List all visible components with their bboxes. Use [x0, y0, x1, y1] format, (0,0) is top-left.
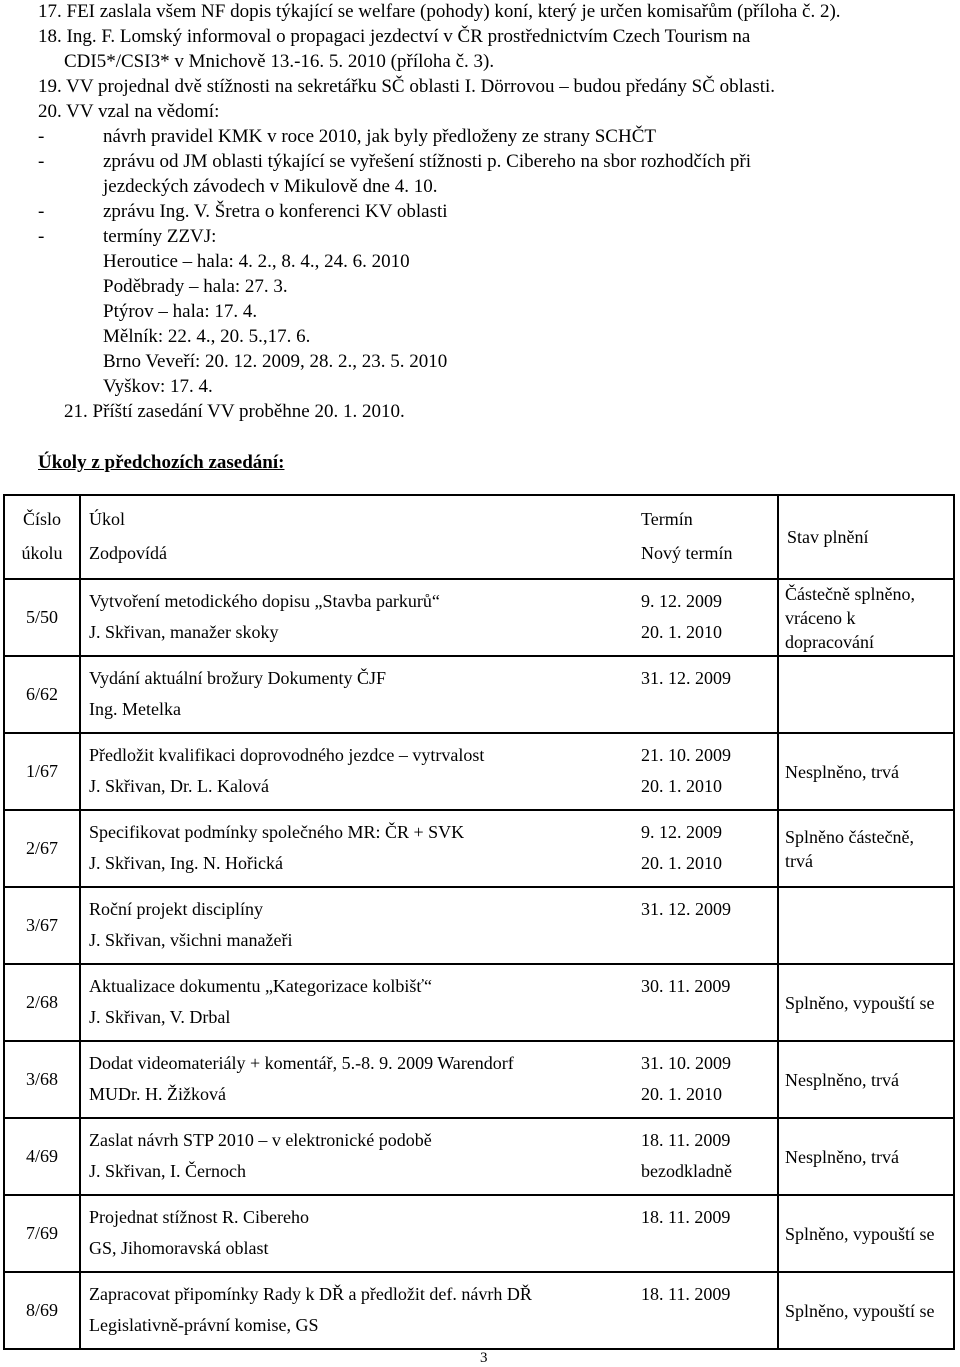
- task-new-term: [641, 694, 769, 725]
- task-status: [778, 964, 954, 1041]
- task-term: 9. 12. 2009: [641, 822, 722, 842]
- task-number: 4/69: [4, 1118, 80, 1195]
- table-row: [4, 810, 954, 887]
- task-responsible: J. Skřivan, manažer skoky: [89, 622, 279, 642]
- noted-dash: -: [38, 126, 45, 147]
- task-status: [778, 887, 954, 964]
- task-new-term: bezodkladně: [641, 1161, 732, 1181]
- task-number: 2/67: [4, 810, 80, 887]
- zzvj-date-line: Brno Veveří: 20. 12. 2009, 28. 2., 23. 5. 2010: [103, 351, 448, 372]
- task-term: 9. 12. 2009: [641, 591, 722, 611]
- task-status: [778, 1272, 954, 1349]
- task-status: [778, 656, 954, 733]
- task-status-text: Částečně splněno, vráceno k dopracování: [785, 583, 915, 652]
- task-description: Specifikovat podmínky společného MR: ČR + SVK: [89, 822, 465, 842]
- item-19: 19. VV projednal dvě stížnosti na sekretářku SČ oblasti I. Dörrovou – budou předány SČ oblasti.: [38, 76, 776, 97]
- task-description: Zapracovat připomínky Rady k DŘ a předložit def. návrh DŘ: [89, 1284, 532, 1304]
- task-new-term: [641, 1310, 769, 1341]
- task-number: 3/67: [4, 887, 80, 964]
- task-description: Předložit kvalifikaci doprovodného jezdce – vytrvalost: [89, 745, 485, 765]
- task-responsible: J. Skřivan, I. Černoch: [89, 1161, 246, 1181]
- task-status: [778, 579, 954, 656]
- task-term: 31. 12. 2009: [641, 668, 731, 688]
- task-responsible: J. Skřivan, Ing. N. Hořická: [89, 853, 283, 873]
- task-status: [778, 810, 954, 887]
- task-cell: [80, 579, 778, 656]
- zzvj-date-line: Poděbrady – hala: 27. 3.: [103, 276, 288, 297]
- task-responsible: J. Skřivan, Dr. L. Kalová: [89, 776, 269, 796]
- zzvj-date-line: Vyškov: 17. 4.: [103, 376, 213, 397]
- task-new-term: [641, 1233, 769, 1264]
- task-status-text: Nesplněno, trvá: [785, 1146, 899, 1167]
- task-responsible: Ing. Metelka: [89, 699, 181, 719]
- task-number: 2/68: [4, 964, 80, 1041]
- noted-dash: -: [38, 201, 45, 222]
- task-description: Dodat videomateriály + komentář, 5.-8. 9. 2009 Warendorf: [89, 1053, 514, 1073]
- task-new-term: 20. 1. 2010: [641, 622, 722, 642]
- task-new-term: 20. 1. 2010: [641, 776, 722, 796]
- task-status: [778, 1195, 954, 1272]
- table-header-row: [4, 495, 954, 579]
- noted-dash: -: [38, 151, 45, 172]
- table-row: [4, 887, 954, 964]
- task-status-text: Splněno, vypouští se: [785, 1223, 935, 1244]
- task-status: [778, 1041, 954, 1118]
- task-description: Vytvoření metodického dopisu „Stavba parkurů“: [89, 591, 440, 611]
- task-cell: [80, 1272, 778, 1349]
- task-description: Vydání aktuální brožury Dokumenty ČJF: [89, 668, 386, 688]
- section-heading: Úkoly z předchozích zasedání:: [38, 452, 285, 473]
- task-new-term: [641, 1002, 769, 1033]
- header-term-label: Termín: [641, 509, 693, 529]
- table-row: [4, 733, 954, 810]
- header-task-label: Úkol: [89, 509, 125, 529]
- table-row: [4, 656, 954, 733]
- tasks-table: [3, 494, 955, 1350]
- task-responsible: MUDr. H. Žižková: [89, 1084, 226, 1104]
- table-row: [4, 1272, 954, 1349]
- header-responsible-label: Zodpovídá: [89, 543, 167, 563]
- task-new-term: 20. 1. 2010: [641, 1084, 722, 1104]
- task-responsible: Legislativně-právní komise, GS: [89, 1315, 319, 1335]
- item-18-line2: CDI5*/CSI3* v Mnichově 13.-16. 5. 2010 (příloha č. 3).: [64, 51, 495, 72]
- task-term: 18. 11. 2009: [641, 1130, 731, 1150]
- noted-item-continued: jezdeckých závodech v Mikulově dne 4. 10.: [103, 176, 438, 197]
- noted-item: zprávu Ing. V. Šretra o konferenci KV oblasti: [103, 201, 448, 222]
- task-status: [778, 733, 954, 810]
- header-task: [80, 495, 778, 579]
- noted-dash: -: [38, 226, 45, 247]
- task-cell: [80, 1118, 778, 1195]
- task-cell: [80, 656, 778, 733]
- noted-item: termíny ZZVJ:: [103, 226, 217, 247]
- zzvj-date-line: Heroutice – hala: 4. 2., 8. 4., 24. 6. 2010: [103, 251, 410, 272]
- task-number: 7/69: [4, 1195, 80, 1272]
- table-row: [4, 1041, 954, 1118]
- task-new-term: 20. 1. 2010: [641, 853, 722, 873]
- task-number: 1/67: [4, 733, 80, 810]
- task-cell: [80, 1041, 778, 1118]
- header-number-line1: Číslo: [22, 509, 61, 529]
- task-cell: [80, 1195, 778, 1272]
- task-new-term: [641, 925, 769, 956]
- header-status: Stav plnění: [778, 495, 954, 579]
- table-row: [4, 964, 954, 1041]
- task-status-text: Nesplněno, trvá: [785, 1069, 899, 1090]
- header-number: [4, 495, 80, 579]
- table-row: [4, 579, 954, 656]
- task-status-text: Splněno částečně, trvá: [785, 826, 914, 871]
- task-term: 21. 10. 2009: [641, 745, 731, 765]
- task-term: 30. 11. 2009: [641, 976, 731, 996]
- task-term: 31. 12. 2009: [641, 899, 731, 919]
- task-responsible: J. Skřivan, V. Drbal: [89, 1007, 231, 1027]
- page-number: 3: [480, 1350, 488, 1366]
- item-18-line1: 18. Ing. F. Lomský informoval o propagaci jezdectví v ČR prostřednictvím Czech Tourism na: [38, 26, 751, 47]
- task-responsible: J. Skřivan, všichni manažeři: [89, 930, 293, 950]
- table-row: [4, 1118, 954, 1195]
- task-number: 8/69: [4, 1272, 80, 1349]
- task-description: Zaslat návrh STP 2010 – v elektronické podobě: [89, 1130, 432, 1150]
- noted-item: zprávu od JM oblasti týkající se vyřešení stížnosti p. Cibereho na sbor rozhodčích při: [103, 151, 751, 172]
- task-description: Roční projekt disciplíny: [89, 899, 263, 919]
- zzvj-date-line: Mělník: 22. 4., 20. 5.,17. 6.: [103, 326, 311, 347]
- task-cell: [80, 887, 778, 964]
- task-cell: [80, 964, 778, 1041]
- item-20: 20. VV vzal na vědomí:: [38, 101, 220, 122]
- task-status-text: Splněno, vypouští se: [785, 1300, 935, 1321]
- task-status: [778, 1118, 954, 1195]
- task-description: Aktualizace dokumentu „Kategorizace kolbišť“: [89, 976, 433, 996]
- table-row: [4, 1195, 954, 1272]
- task-status-text: Nesplněno, trvá: [785, 761, 899, 782]
- task-term: 31. 10. 2009: [641, 1053, 731, 1073]
- task-status-text: Splněno, vypouští se: [785, 992, 935, 1013]
- task-description: Projednat stížnost R. Cibereho: [89, 1207, 309, 1227]
- header-number-line2: úkolu: [21, 543, 63, 563]
- task-number: 3/68: [4, 1041, 80, 1118]
- zzvj-date-line: Ptýrov – hala: 17. 4.: [103, 301, 258, 322]
- item-21: 21. Příští zasedání VV proběhne 20. 1. 2010.: [64, 401, 405, 422]
- task-cell: [80, 810, 778, 887]
- header-new-term-label: Nový termín: [641, 543, 733, 563]
- task-responsible: GS, Jihomoravská oblast: [89, 1238, 269, 1258]
- item-17: 17. FEI zaslala všem NF dopis týkající se welfare (pohody) koní, který je určen komisařům (příloha č. 2).: [38, 1, 841, 22]
- task-cell: [80, 733, 778, 810]
- noted-item: návrh pravidel KMK v roce 2010, jak byly předloženy ze strany SCHČT: [103, 126, 656, 147]
- task-term: 18. 11. 2009: [641, 1284, 731, 1304]
- task-number: 6/62: [4, 656, 80, 733]
- task-number: 5/50: [4, 579, 80, 656]
- task-term: 18. 11. 2009: [641, 1207, 731, 1227]
